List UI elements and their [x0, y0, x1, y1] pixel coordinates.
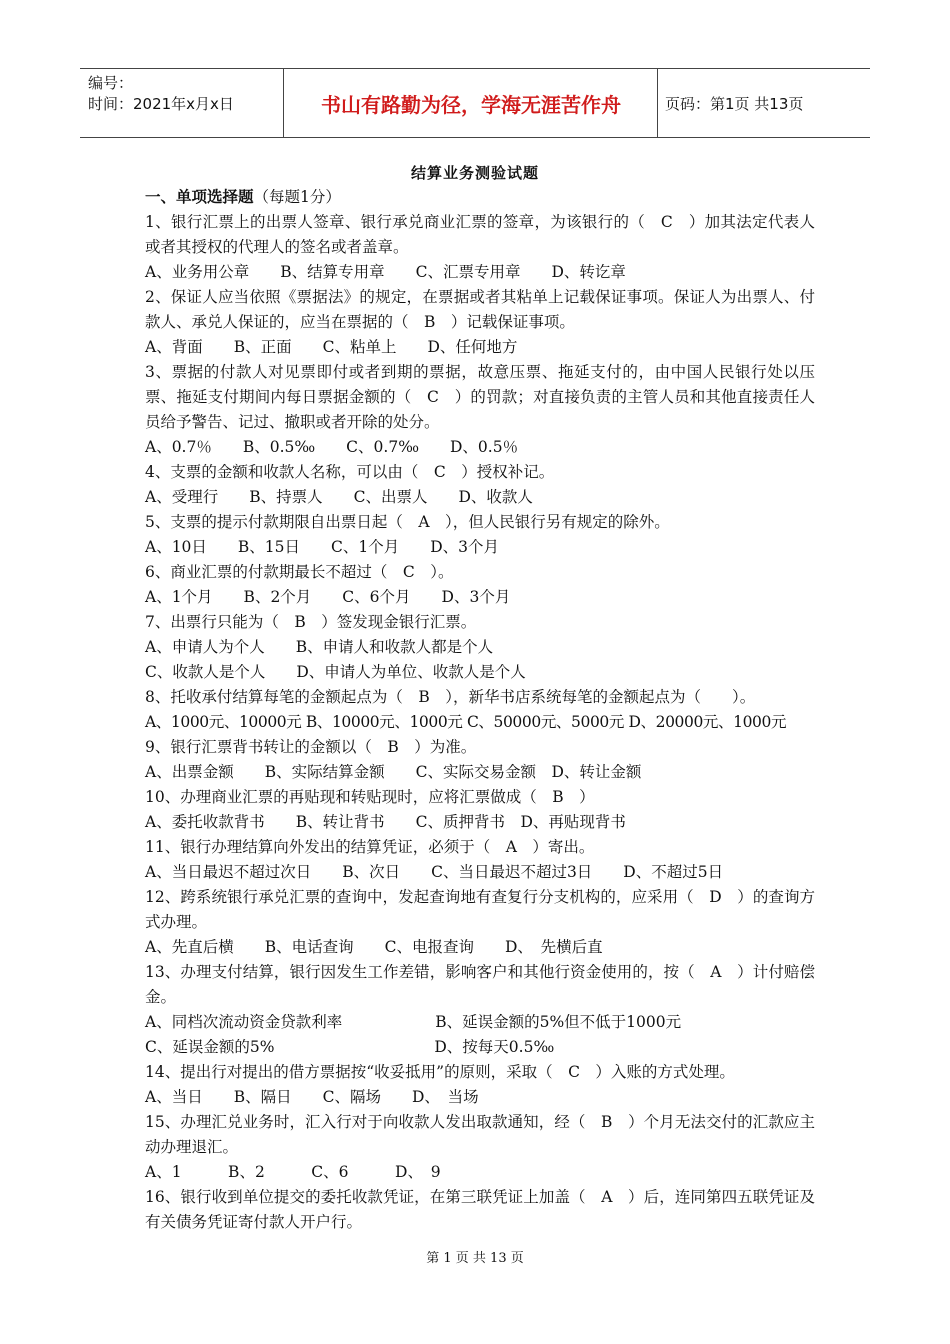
document-title: 结算业务测验试题: [410, 164, 539, 182]
options-1: A、业务用公章 B、结算专用章 C、汇票专用章 D、转讫章: [145, 263, 626, 281]
options-6: A、1个月 B、2个月 C、6个月 D、3个月: [145, 588, 511, 606]
question-list: [145, 184, 815, 1235]
question-9: 9、银行汇票背书转让的金额以（ B ）为准。: [145, 738, 477, 756]
options-12: A、先直后横 B、电话查询 C、电报查询 D、 先横后直: [145, 938, 603, 956]
section-title: 一、单项选择题: [145, 187, 254, 206]
time-label: 时间：2021年x月x日: [88, 95, 234, 113]
options-13a: A、同档次流动资金贷款利率 B、延误金额的5%但不低于1000元: [145, 1013, 682, 1031]
section-note: （每题1分）: [253, 188, 341, 206]
question-7: 7、出票行只能为（ B ）签发现金银行汇票。: [145, 613, 477, 631]
options-13b: C、延误金额的5% D、按每天0.5‰: [145, 1038, 555, 1056]
options-9: A、出票金额 B、实际结算金额 C、实际交易金额 D、转让金额: [145, 763, 642, 781]
page-header: [80, 68, 870, 138]
options-4: A、受理行 B、持票人 C、出票人 D、收款人: [145, 488, 533, 506]
options-8: A、1000元、10000元 B、10000元、1000元 C、50000元、5000元 D、20000元、1000元: [145, 713, 787, 731]
number-label: 编号：: [88, 74, 134, 92]
question-16: 16、银行收到单位提交的委托收款凭证，在第三联凭证上加盖（ A ）后，连同第四五联凭证及有关债务凭证寄付款人开户行。: [145, 1188, 815, 1231]
options-7a: A、申请人为个人 B、申请人和收款人都是个人: [145, 638, 494, 656]
question-10: 10、办理商业汇票的再贴现和转贴现时，应将汇票做成（ B ）: [145, 788, 595, 806]
options-2: A、背面 B、正面 C、粘单上 D、任何地方: [145, 338, 518, 356]
question-2: 2、保证人应当依照《票据法》的规定，在票据或者其粘单上记载保证事项。保证人为出票人、付款人、承兑人保证的，应当在票据的（ B ）记载保证事项。: [145, 288, 815, 331]
options-7b: C、收款人是个人 D、申请人为单位、收款人是个人: [145, 663, 526, 681]
question-8: 8、托收承付结算每笔的金额起点为（ B ），新华书店系统每笔的金额起点为（ ）。: [145, 688, 756, 706]
question-3: 3、票据的付款人对见票即付或者到期的票据，故意压票、拖延支付的，由中国人民银行处以压票、拖延支付期间内每日票据金额的（ C ）的罚款；对直接负责的主管人员和其他直接责任人员给予警告、记过、撤职或者开除的处分。: [145, 363, 815, 431]
options-10: A、委托收款背书 B、转让背书 C、质押背书 D、再贴现背书: [145, 813, 626, 831]
page-footer: 第 1 页 共 13 页: [426, 1251, 524, 1266]
section-heading: [145, 184, 815, 210]
header-divider-left: [283, 69, 284, 137]
header-page-info: 页码：第1页 共13页: [665, 95, 804, 113]
question-15: 15、办理汇兑业务时，汇入行对于向收款人发出取款通知，经（ B ）个月无法交付的汇款应主动办理退汇。: [145, 1113, 815, 1156]
question-6: 6、商业汇票的付款期最长不超过（ C ）。: [145, 563, 454, 581]
options-5: A、10日 B、15日 C、1个月 D、3个月: [145, 538, 500, 556]
question-12: 12、跨系统银行承兑汇票的查询中，发起查询地有查复行分支机构的，应采用（ D ）的查询方式办理。: [145, 888, 815, 931]
question-1: 1、银行汇票上的出票人签章、银行承兑商业汇票的签章，为该银行的（ C ）加其法定代表人或者其授权的代理人的签名或者盖章。: [145, 213, 815, 256]
header-meta: [88, 73, 234, 115]
options-3: A、0.7％ B、0.5‰ C、0.7‰ D、0.5％: [145, 438, 519, 456]
options-11: A、当日最迟不超过次日 B、次日 C、当日最迟不超过3日 D、不超过5日: [145, 863, 724, 881]
question-4: 4、支票的金额和收款人名称，可以由（ C ）授权补记。: [145, 463, 555, 481]
question-13: 13、办理支付结算，银行因发生工作差错，影响客户和其他行资金使用的，按（ A ）计付赔偿金。: [145, 963, 815, 1006]
question-5: 5、支票的提示付款期限自出票日起（ A ），但人民银行另有规定的除外。: [145, 513, 670, 531]
header-divider-right: [657, 69, 658, 137]
options-14: A、当日 B、隔日 C、隔场 D、 当场: [145, 1088, 479, 1106]
options-15: A、1 B、2 C、6 D、 9: [145, 1163, 441, 1181]
question-11: 11、银行办理结算向外发出的结算凭证，必须于（ A ）寄出。: [145, 838, 595, 856]
header-motto: 书山有路勤为径，学海无涯苦作舟: [321, 92, 621, 117]
question-14: 14、提出行对提出的借方票据按“收妥抵用”的原则，采取（ C ）入账的方式处理。: [145, 1063, 735, 1081]
